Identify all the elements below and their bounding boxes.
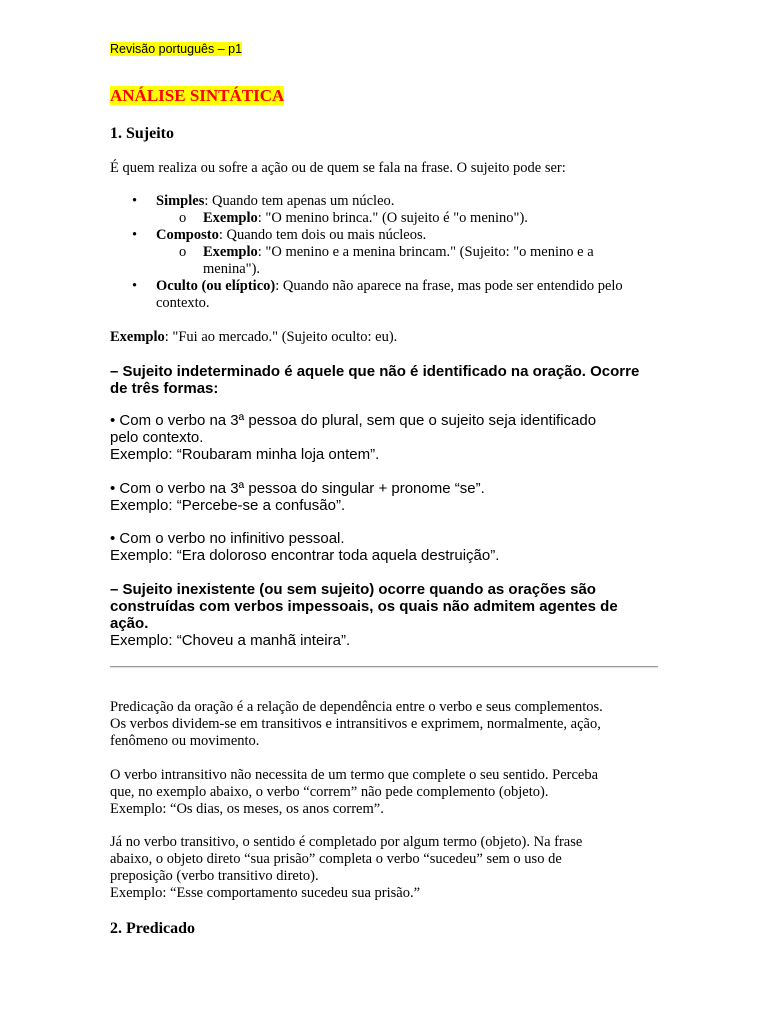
bullet-icon: • (132, 227, 138, 243)
list-item-oculto (132, 278, 623, 295)
indeterminado-item2: • Com o verbo na 3ª pessoa do singular + pronome “se”. (110, 480, 485, 497)
example-label: Exemplo (203, 210, 258, 226)
example-text: : "Fui ao mercado." (Sujeito oculto: eu). (164, 329, 398, 345)
indeterminado-item1-example: Exemplo: “Roubaram minha loja ontem”. (110, 446, 380, 463)
predicacao-p2-line3: Exemplo: “Os dias, os meses, os anos correm”. (110, 801, 384, 817)
indeterminado-item2-example: Exemplo: “Percebe-se a confusão”. (110, 497, 346, 514)
circle-bullet-icon: o (179, 244, 187, 260)
predicacao-p3-line4: Exemplo: “Esse comportamento sucedeu sua prisão.” (110, 885, 421, 901)
section-heading-predicado: 2. Predicado (110, 920, 196, 937)
indeterminado-item1-line1: • Com o verbo na 3ª pessoa do plural, sem que o sujeito seja identificado (110, 412, 597, 429)
sujeito-oculto-example (110, 329, 658, 346)
bullet-icon: • (132, 278, 138, 294)
term-composto: Composto (156, 227, 219, 243)
predicacao-p1-line1: Predicação da oração é a relação de dependência entre o verbo e seus complementos. (110, 699, 603, 715)
inexistente-line2: construídas com verbos impessoais, os quais não admitem agentes de (110, 598, 618, 615)
indeterminado-item3-example: Exemplo: “Era doloroso encontrar toda aquela destruição”. (110, 547, 500, 564)
term-simples: Simples (156, 193, 205, 209)
document-title (110, 86, 284, 106)
sujeito-intro: É quem realiza ou sofre a ação ou de quem se fala na frase. O sujeito pode ser: (110, 160, 566, 176)
indeterminado-heading: – Sujeito indeterminado é aquele que não é identificado na oração. Ocorre de três formas: (110, 363, 640, 397)
predicacao-p3-line1: Já no verbo transitivo, o sentido é completado por algum termo (objeto). Na frase (110, 834, 583, 850)
document-header (110, 42, 242, 56)
header-text: Revisão português – p1 (110, 42, 243, 56)
list-item-simples (132, 193, 395, 210)
title-text: ANÁLISE SINTÁTICA (110, 86, 285, 105)
desc-composto: : Quando tem dois ou mais núcleos. (218, 227, 427, 243)
list-item-composto (132, 227, 427, 244)
circle-bullet-icon: o (179, 210, 187, 226)
indeterminado-item3: • Com o verbo no infinitivo pessoal. (110, 530, 345, 547)
predicacao-p1-line2: Os verbos dividem-se em transitivos e intransitivos e exprimem, normalmente, ação, (110, 716, 601, 732)
section-heading-sujeito: 1. Sujeito (110, 125, 174, 142)
term-oculto: Oculto (ou elíptico) (156, 278, 276, 294)
list-item-oculto-cont: contexto. (156, 295, 210, 311)
sublist-item-composto-example (179, 244, 594, 261)
desc-oculto: : Quando não aparece na frase, mas pode ser entendido pelo (275, 278, 623, 294)
sublist-item-composto-example-cont: menina"). (203, 261, 261, 277)
sublist-item-simples-example (179, 210, 528, 227)
predicacao-p3-line2: abaixo, o objeto direto “sua prisão” completa o verbo “sucedeu” sem o uso de (110, 851, 562, 867)
example-label: Exemplo (203, 244, 258, 260)
predicacao-p2-line2: que, no exemplo abaixo, o verbo “correm” não pede complemento (objeto). (110, 784, 549, 800)
inexistente-example: Exemplo: “Choveu a manhã inteira”. (110, 632, 351, 649)
horizontal-divider (110, 666, 658, 668)
inexistente-line1: – Sujeito inexistente (ou sem sujeito) ocorre quando as orações são (110, 581, 596, 598)
bullet-icon: • (132, 193, 138, 209)
example-label: Exemplo (110, 329, 165, 345)
example-text: : "O menino brinca." (O sujeito é "o menino"). (257, 210, 528, 226)
predicacao-p3-line3: preposição (verbo transitivo direto). (110, 868, 319, 884)
predicacao-p2-line1: O verbo intransitivo não necessita de um termo que complete o seu sentido. Perceba (110, 767, 599, 783)
predicacao-p1-line3: fenômeno ou movimento. (110, 733, 260, 749)
indeterminado-item1-line2: pelo contexto. (110, 429, 204, 446)
example-text: : "O menino e a menina brincam." (Sujeito: "o menino e a (257, 244, 594, 260)
inexistente-line3: ação. (110, 615, 149, 632)
desc-simples: : Quando tem apenas um núcleo. (204, 193, 395, 209)
